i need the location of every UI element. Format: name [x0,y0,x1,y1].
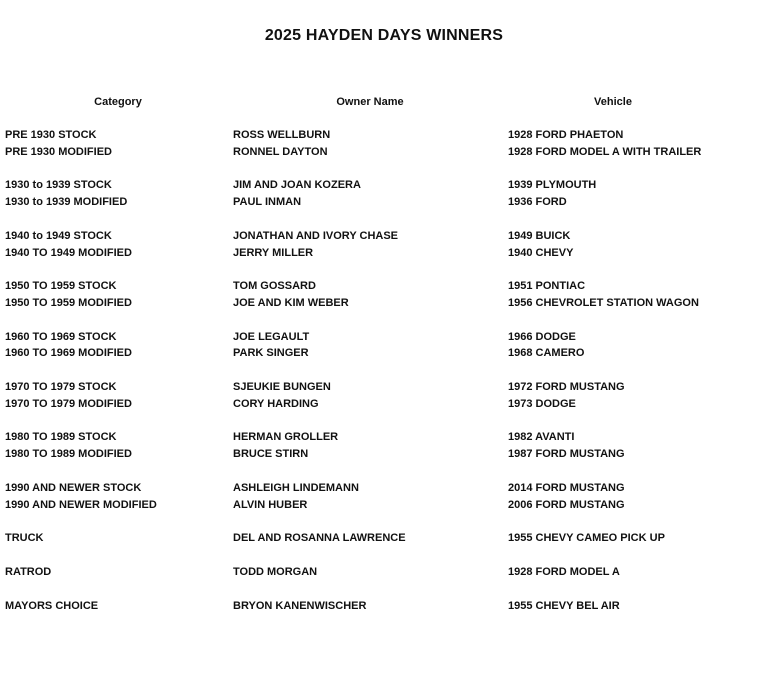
table-row [5,600,765,617]
category-cell: 1970 TO 1979 STOCK [5,380,117,393]
vehicle-cell: 1968 CAMERO [508,347,585,360]
table-row [5,146,765,163]
owner-cell: HERMAN GROLLER [233,431,339,444]
table-row [5,482,765,499]
category-cell: 1930 to 1939 STOCK [5,179,112,192]
owner-cell: JOE LEGAULT [233,330,310,343]
category-cell: PRE 1930 MODIFIED [5,145,112,158]
vehicle-cell: 1956 CHEVROLET STATION WAGON [508,296,699,309]
owner-cell: PARK SINGER [233,347,309,360]
vehicle-cell: 1936 FORD [508,196,567,209]
vehicle-cell: 2014 FORD MUSTANG [508,481,625,494]
category-cell: PRE 1930 STOCK [5,129,97,141]
vehicle-cell: 1982 AVANTI [508,431,575,444]
table-row [5,129,765,146]
column-header-category: Category [94,96,142,108]
vehicle-cell: 1966 DODGE [508,330,576,343]
category-cell: 1960 TO 1969 STOCK [5,330,117,343]
vehicle-cell: 1939 PLYMOUTH [508,179,597,192]
owner-cell: ALVIN HUBER [233,498,308,511]
table-row [5,230,765,247]
table-row [5,448,765,465]
owner-cell: CORY HARDING [233,397,319,410]
vehicle-cell: 1973 DODGE [508,397,576,410]
vehicle-cell: 1928 FORD MODEL A WITH TRAILER [508,145,702,158]
table-row [5,532,765,549]
vehicle-cell: 1951 PONTIAC [508,280,586,293]
table-row [5,196,765,213]
vehicle-cell: 1928 FORD PHAETON [508,129,624,141]
table-row [5,280,765,297]
category-cell: 1990 AND NEWER STOCK [5,481,142,494]
category-cell: MAYORS CHOICE [5,599,99,612]
category-cell: 1990 AND NEWER MODIFIED [5,498,157,511]
table-row [5,297,765,314]
vehicle-cell: 1955 CHEVY CAMEO PICK UP [508,532,665,545]
vehicle-cell: 1955 CHEVY BEL AIR [508,599,620,612]
owner-cell: BRYON KANENWISCHER [233,599,367,612]
owner-cell: SJEUKIE BUNGEN [233,380,331,393]
table-row [5,566,765,583]
category-cell: 1940 TO 1949 MODIFIED [5,246,132,259]
table-row [5,179,765,196]
table-row [5,381,765,398]
owner-cell: BRUCE STIRN [233,448,309,461]
table-row [5,398,765,415]
owner-cell: JERRY MILLER [233,246,314,259]
winners-table [5,129,765,617]
table-row [5,499,765,516]
table-row [5,247,765,264]
category-cell: 1960 TO 1969 MODIFIED [5,347,132,360]
vehicle-cell: 2006 FORD MUSTANG [508,498,625,511]
owner-cell: TOM GOSSARD [233,280,316,293]
vehicle-cell: 1949 BUICK [508,229,571,242]
owner-cell: DEL AND ROSANNA LAWRENCE [233,532,406,545]
vehicle-cell: 1987 FORD MUSTANG [508,448,625,461]
table-row [5,347,765,364]
category-cell: RATROD [5,566,52,579]
category-cell: 1950 TO 1959 MODIFIED [5,296,132,309]
owner-cell: RONNEL DAYTON [233,145,328,158]
owner-cell: JONATHAN AND IVORY CHASE [233,229,399,242]
column-header-owner-name: Owner Name [336,96,404,108]
column-header-vehicle: Vehicle [594,96,632,108]
owner-cell: TODD MORGAN [233,566,318,579]
owner-cell: JOE AND KIM WEBER [233,296,349,309]
table-row [5,431,765,448]
category-cell: 1980 TO 1989 MODIFIED [5,448,132,461]
owner-cell: JIM AND JOAN KOZERA [233,179,361,192]
category-cell: 1950 TO 1959 STOCK [5,280,117,293]
category-cell: 1940 to 1949 STOCK [5,229,112,242]
vehicle-cell: 1940 CHEVY [508,246,574,259]
category-cell: 1980 TO 1989 STOCK [5,431,117,444]
category-cell: 1930 to 1939 MODIFIED [5,196,128,209]
page-title: 2025 HAYDEN DAYS WINNERS [264,27,504,44]
owner-cell: PAUL INMAN [233,196,302,209]
vehicle-cell: 1972 FORD MUSTANG [508,380,625,393]
table-row [5,331,765,348]
owner-cell: ASHLEIGH LINDEMANN [233,481,359,494]
owner-cell: ROSS WELLBURN [233,129,331,141]
vehicle-cell: 1928 FORD MODEL A [508,566,620,579]
category-cell: 1970 TO 1979 MODIFIED [5,397,132,410]
category-cell: TRUCK [5,532,44,545]
